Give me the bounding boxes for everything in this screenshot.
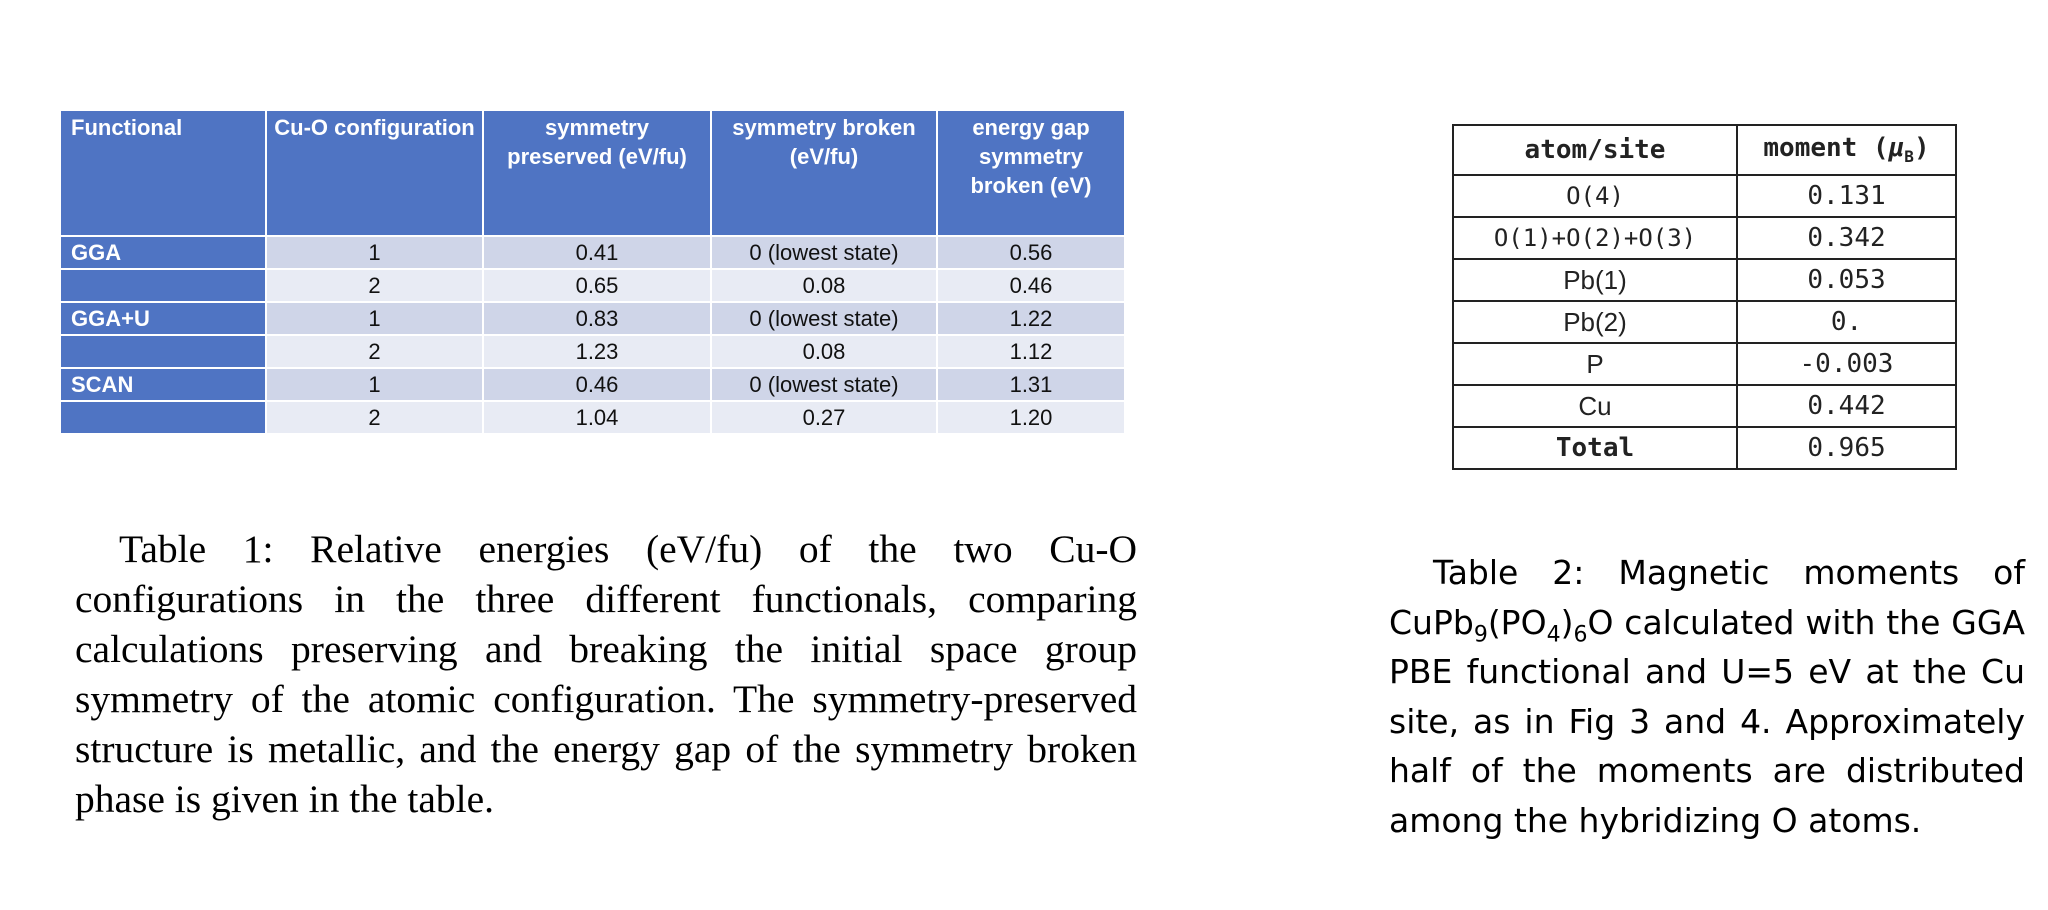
cell-preserved: 1.04 (483, 401, 711, 434)
cell-site: Pb(2) (1453, 301, 1737, 343)
cell-config: 2 (266, 269, 483, 302)
table-row (1453, 301, 1956, 343)
mu-subscript: B (1904, 147, 1914, 167)
table-row (1453, 343, 1956, 385)
cell-gap: 1.22 (937, 302, 1125, 335)
cell-gap: 0.56 (937, 236, 1125, 269)
cell-site-total: Total (1453, 427, 1737, 469)
table-row (1453, 259, 1956, 301)
cell-gap: 1.31 (937, 368, 1125, 401)
cell-functional: GGA+U (60, 302, 266, 335)
cell-gap: 0.46 (937, 269, 1125, 302)
cell-functional (60, 401, 266, 434)
cell-moment: 0.131 (1737, 175, 1956, 217)
table-row (60, 269, 1125, 302)
cell-broken: 0 (lowest state) (711, 236, 937, 269)
cell-site: Pb(1) (1453, 259, 1737, 301)
cell-preserved: 0.46 (483, 368, 711, 401)
header-moment (1737, 125, 1956, 175)
caption2-suffix: calculated with the GGA PBE functional and U=5 eV at the Cu site, as in Fig 3 and 4. Approximately half of the moments are distributed among the hybridizing O atoms. (1389, 602, 2025, 840)
table-row (1453, 217, 1956, 259)
cell-moment: 0.965 (1737, 427, 1956, 469)
cell-preserved: 0.41 (483, 236, 711, 269)
cell-broken: 0 (lowest state) (711, 302, 937, 335)
caption2-prefix: Table 2: Magnetic moments of (1433, 553, 2025, 592)
cell-broken: 0.08 (711, 269, 937, 302)
cell-site: Cu (1453, 385, 1737, 427)
table1-caption: Table 1: Relative energies (eV/fu) of the two Cu-O configurations in the three different functionals, comparing calculations preserving and breaking the initial space group symmetry of the atomic configuration. The symmetry-preserved structure is metallic, and the energy gap of the symmetry broken phase is given in the table. (75, 527, 1137, 821)
table2-caption (1389, 548, 2025, 845)
cell-config: 2 (266, 401, 483, 434)
cell-functional (60, 269, 266, 302)
cell-gap: 1.20 (937, 401, 1125, 434)
cell-moment: 0.342 (1737, 217, 1956, 259)
header-functional: Functional (60, 110, 266, 236)
table-row (60, 401, 1125, 434)
table-row (1453, 175, 1956, 217)
mu-symbol: μ (1888, 133, 1905, 164)
cell-preserved: 1.23 (483, 335, 711, 368)
cell-config: 1 (266, 236, 483, 269)
cell-functional (60, 335, 266, 368)
table-row (60, 368, 1125, 401)
cell-functional: GGA (60, 236, 266, 269)
header-symmetry-broken: symmetry broken (eV/fu) (711, 110, 937, 236)
chemical-formula: $CuPb_9(PO_4)_6O$ (1389, 602, 1614, 648)
cell-config: 2 (266, 335, 483, 368)
cell-broken: 0.08 (711, 335, 937, 368)
cell-site: O(4) (1453, 175, 1737, 217)
table-row (1453, 385, 1956, 427)
header-moment-close: ) (1913, 133, 1930, 164)
magnetic-moments-table (1452, 124, 1957, 470)
table-row (60, 236, 1125, 269)
cell-moment: 0.053 (1737, 259, 1956, 301)
cell-broken: 0.27 (711, 401, 937, 434)
energy-table (59, 109, 1126, 435)
table-row (1453, 427, 1956, 469)
table-row (60, 302, 1125, 335)
cell-site: O(1)+O(2)+O(3) (1453, 217, 1737, 259)
cell-preserved: 0.65 (483, 269, 711, 302)
header-atom-site: atom/site (1453, 125, 1737, 175)
cell-broken: 0 (lowest state) (711, 368, 937, 401)
cell-preserved: 0.83 (483, 302, 711, 335)
cell-config: 1 (266, 368, 483, 401)
cell-config: 1 (266, 302, 483, 335)
cell-moment: 0.442 (1737, 385, 1956, 427)
cell-moment: -0.003 (1737, 343, 1956, 385)
header-moment-label: moment ( (1763, 133, 1889, 164)
header-symmetry-preserved: symmetry preserved (eV/fu) (483, 110, 711, 236)
cell-gap: 1.12 (937, 335, 1125, 368)
cell-functional: SCAN (60, 368, 266, 401)
cell-site: P (1453, 343, 1737, 385)
cell-moment: 0. (1737, 301, 1956, 343)
header-energy-gap: energy gap symmetry broken (eV) (937, 110, 1125, 236)
table-row (60, 335, 1125, 368)
table-header-row (1453, 125, 1956, 175)
table-header-row (60, 110, 1125, 236)
header-cu-o-configuration: Cu-O configuration (266, 110, 483, 236)
